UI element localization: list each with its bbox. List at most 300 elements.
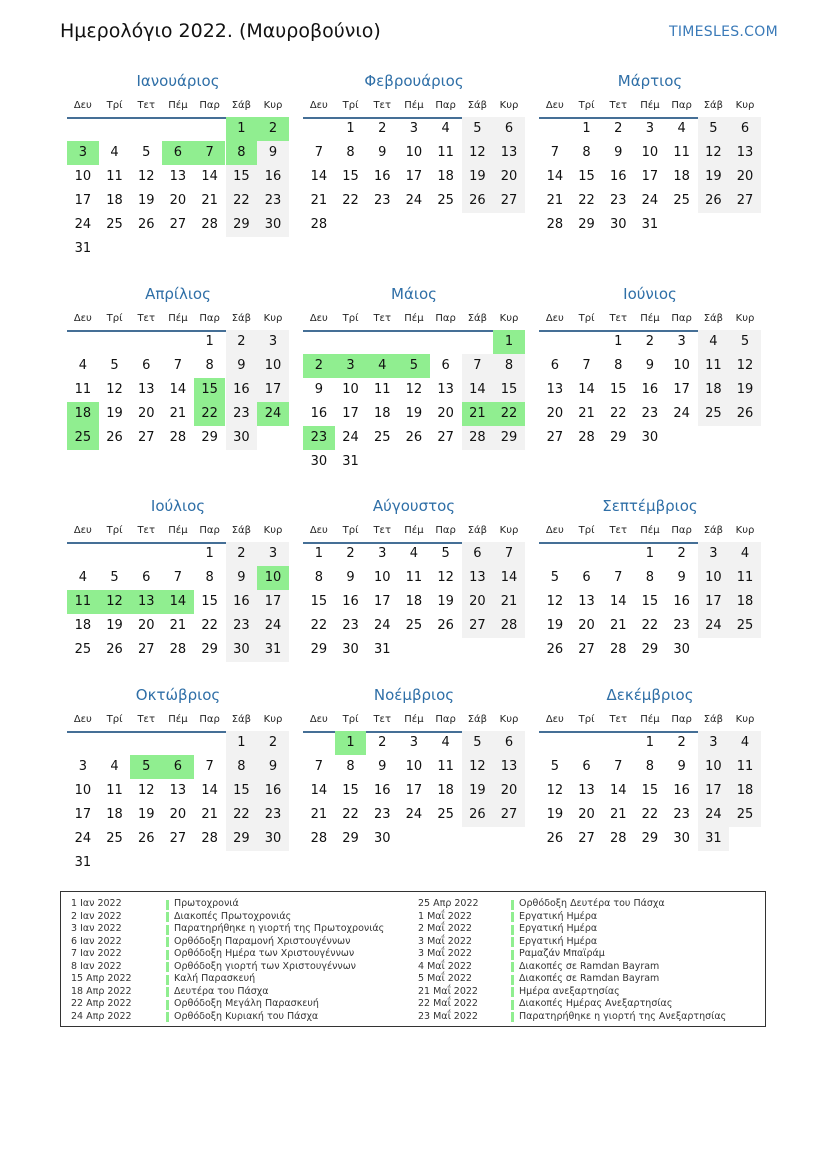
weekday-header: Κυρ bbox=[499, 100, 519, 111]
day-cell: 28 bbox=[462, 426, 494, 450]
day-cell: 15 bbox=[578, 169, 595, 184]
day-cell: 10 bbox=[74, 783, 92, 798]
day-cell: 25 bbox=[698, 402, 730, 426]
month-name: Φεβρουάριος bbox=[364, 72, 464, 90]
legend-color-marker bbox=[511, 900, 514, 910]
weekday-header: Πέμ bbox=[404, 714, 424, 725]
day-cell: 18 bbox=[74, 618, 92, 633]
day-cell: 29 bbox=[310, 642, 328, 657]
legend-holiday-name: Εργατική Ημέρα bbox=[519, 923, 598, 934]
day-cell: 23 bbox=[257, 189, 289, 213]
day-cell: 20 bbox=[493, 779, 525, 803]
month-name: Μάιος bbox=[391, 285, 437, 303]
day-cell: 12 bbox=[106, 382, 123, 397]
legend-color-marker bbox=[511, 1000, 514, 1010]
weekday-header: Πέμ bbox=[168, 714, 188, 725]
day-cell: 19 bbox=[437, 594, 454, 609]
weekday-header: Πέμ bbox=[404, 100, 424, 111]
day-cell: 7 bbox=[550, 145, 559, 160]
day-cell: 29 bbox=[201, 642, 218, 657]
weekday-header: Τρί bbox=[106, 714, 123, 725]
holiday-day-cell: 7 bbox=[194, 141, 226, 165]
day-cell: 21 bbox=[169, 406, 187, 421]
day-cell: 25 bbox=[373, 430, 391, 445]
day-cell: 21 bbox=[310, 807, 328, 822]
weekday-header: Δευ bbox=[309, 313, 328, 324]
weekday-header: Τετ bbox=[373, 714, 391, 725]
day-cell: 17 bbox=[405, 169, 423, 184]
day-cell: 23 bbox=[373, 807, 391, 822]
month-name: Ιούνιος bbox=[623, 285, 677, 303]
day-cell: 14 bbox=[201, 169, 218, 184]
weekday-header: Πέμ bbox=[640, 525, 660, 536]
weekday-header: Σάβ bbox=[231, 313, 251, 324]
day-cell: 9 bbox=[314, 382, 323, 397]
weekday-header: Τρί bbox=[578, 313, 595, 324]
weekday-header: Δευ bbox=[73, 714, 92, 725]
day-cell: 28 bbox=[201, 831, 218, 846]
day-cell: 1 bbox=[645, 735, 655, 750]
weekday-header: Παρ bbox=[435, 714, 456, 725]
legend-item bbox=[61, 998, 761, 1011]
legend-date: 18 Απρ 2022 bbox=[71, 985, 132, 997]
day-cell: 31 bbox=[373, 642, 391, 657]
day-cell: 11 bbox=[698, 354, 730, 378]
weekday-header: Τετ bbox=[609, 714, 627, 725]
day-cell: 17 bbox=[257, 378, 289, 402]
day-cell: 27 bbox=[462, 614, 494, 638]
day-cell: 13 bbox=[493, 141, 525, 165]
day-cell: 4 bbox=[729, 731, 761, 755]
day-cell: 13 bbox=[578, 783, 595, 798]
day-cell: 2 bbox=[378, 735, 387, 750]
day-cell: 9 bbox=[257, 755, 289, 779]
day-cell: 15 bbox=[342, 169, 359, 184]
day-cell: 2 bbox=[226, 542, 258, 566]
day-cell: 7 bbox=[173, 570, 183, 585]
day-cell: 7 bbox=[462, 354, 494, 378]
weekday-header: Πέμ bbox=[404, 313, 424, 324]
day-cell: 18 bbox=[729, 779, 761, 803]
legend-color-marker bbox=[511, 912, 514, 922]
day-cell: 26 bbox=[106, 642, 123, 657]
day-cell: 13 bbox=[137, 382, 155, 397]
day-cell: 14 bbox=[310, 783, 328, 798]
day-cell: 21 bbox=[201, 807, 218, 822]
weekday-header: Κυρ bbox=[263, 313, 283, 324]
day-cell: 19 bbox=[698, 165, 730, 189]
legend-holiday-name: Εργατική Ημέρα bbox=[519, 935, 598, 947]
legend-date: 3 Μαΐ 2022 bbox=[418, 935, 472, 947]
holiday-day-cell: 13 bbox=[130, 590, 162, 614]
holiday-day-cell: 12 bbox=[99, 590, 131, 614]
day-cell: 20 bbox=[169, 193, 187, 208]
legend-holiday-name: Πρωτοχρονιά bbox=[174, 898, 239, 909]
day-cell: 16 bbox=[673, 594, 690, 609]
day-cell: 3 bbox=[698, 542, 730, 566]
day-cell: 14 bbox=[310, 169, 328, 184]
weekday-header: Τετ bbox=[137, 313, 155, 324]
day-cell: 3 bbox=[378, 546, 387, 561]
legend-holiday-name: Παρατηρήθηκε η γιορτή της Ανεξαρτησίας bbox=[519, 1010, 727, 1022]
day-cell: 31 bbox=[257, 638, 289, 662]
legend-color-marker bbox=[511, 950, 514, 960]
day-cell: 9 bbox=[677, 570, 686, 585]
day-cell: 21 bbox=[609, 807, 627, 822]
day-cell: 19 bbox=[462, 779, 494, 803]
day-cell: 6 bbox=[142, 358, 151, 373]
day-cell: 14 bbox=[578, 382, 595, 397]
day-cell: 7 bbox=[614, 570, 623, 585]
legend-date: 3 Μαΐ 2022 bbox=[418, 948, 472, 959]
day-cell: 17 bbox=[698, 779, 730, 803]
legend-color-marker bbox=[511, 987, 514, 997]
weekday-header: Τετ bbox=[609, 525, 627, 536]
day-cell: 9 bbox=[226, 354, 258, 378]
legend-color-marker bbox=[511, 925, 514, 935]
weekday-header: Παρ bbox=[435, 525, 456, 536]
month-name: Ιανουάριος bbox=[136, 72, 220, 90]
day-cell: 22 bbox=[226, 189, 258, 213]
day-cell: 6 bbox=[462, 542, 494, 566]
weekday-header: Παρ bbox=[435, 100, 456, 111]
holiday-day-cell: 21 bbox=[462, 402, 494, 426]
day-cell: 17 bbox=[673, 382, 690, 397]
day-cell: 26 bbox=[462, 803, 494, 827]
day-cell: 27 bbox=[546, 430, 564, 445]
day-cell: 29 bbox=[226, 213, 258, 237]
day-cell: 16 bbox=[373, 169, 391, 184]
day-cell: 26 bbox=[137, 831, 155, 846]
day-cell: 16 bbox=[257, 165, 289, 189]
day-cell: 1 bbox=[205, 546, 214, 561]
month-name: Μάρτιος bbox=[617, 72, 683, 90]
day-cell: 31 bbox=[74, 855, 92, 870]
legend-holiday-name: Ορθόδοξη Κυριακή του Πάσχα bbox=[174, 1010, 319, 1022]
day-cell: 26 bbox=[546, 831, 564, 846]
day-cell: 24 bbox=[74, 831, 92, 846]
weekday-header: Κυρ bbox=[735, 525, 755, 536]
weekday-header: Παρ bbox=[671, 525, 692, 536]
holiday-day-cell: 25 bbox=[67, 426, 99, 450]
legend-holiday-name: Ορθόδοξη Δευτέρα του Πάσχα bbox=[519, 898, 665, 909]
legend-holiday-name: Ημέρα ανεξαρτησίας bbox=[519, 985, 620, 997]
holiday-legend bbox=[60, 891, 766, 1027]
day-cell: 16 bbox=[641, 382, 659, 397]
day-cell: 4 bbox=[78, 358, 87, 373]
day-cell: 5 bbox=[142, 145, 151, 160]
legend-item bbox=[61, 948, 761, 961]
day-cell: 19 bbox=[137, 193, 155, 208]
legend-holiday-name: Καλή Παρασκευή bbox=[174, 973, 256, 984]
day-cell: 15 bbox=[342, 783, 359, 798]
day-cell: 19 bbox=[546, 807, 564, 822]
day-cell: 25 bbox=[106, 831, 123, 846]
weekday-header: Σάβ bbox=[703, 100, 723, 111]
day-cell: 30 bbox=[609, 217, 627, 232]
day-cell: 3 bbox=[645, 121, 655, 136]
day-cell: 1 bbox=[205, 334, 214, 349]
weekday-header: Τετ bbox=[373, 100, 391, 111]
day-cell: 11 bbox=[106, 783, 123, 798]
day-cell: 27 bbox=[493, 189, 525, 213]
holiday-day-cell: 23 bbox=[303, 426, 335, 450]
day-cell: 16 bbox=[226, 590, 258, 614]
day-cell: 8 bbox=[346, 759, 355, 774]
holiday-day-cell: 1 bbox=[335, 731, 367, 755]
holiday-day-cell: 4 bbox=[366, 354, 398, 378]
day-cell: 11 bbox=[729, 755, 761, 779]
day-cell: 13 bbox=[546, 382, 564, 397]
day-cell: 27 bbox=[137, 430, 155, 445]
day-cell: 14 bbox=[201, 783, 218, 798]
day-cell: 18 bbox=[698, 378, 730, 402]
weekday-header: Παρ bbox=[199, 313, 220, 324]
weekday-header: Δευ bbox=[545, 525, 564, 536]
day-cell: 10 bbox=[698, 755, 730, 779]
weekday-header: Τρί bbox=[106, 100, 123, 111]
legend-color-marker bbox=[511, 962, 514, 972]
day-cell: 8 bbox=[205, 358, 214, 373]
day-cell: 25 bbox=[74, 642, 92, 657]
legend-holiday-name: Παρατηρήθηκε η γιορτή της Πρωτοχρονιάς bbox=[174, 923, 385, 934]
day-cell: 7 bbox=[493, 542, 525, 566]
holiday-day-cell: 8 bbox=[226, 141, 258, 165]
day-cell: 23 bbox=[226, 402, 258, 426]
legend-date: 8 Ιαν 2022 bbox=[71, 960, 122, 972]
day-cell: 23 bbox=[342, 618, 359, 633]
day-cell: 16 bbox=[373, 783, 391, 798]
legend-date: 22 Μαΐ 2022 bbox=[418, 998, 478, 1009]
day-cell: 24 bbox=[405, 193, 423, 208]
day-cell: 13 bbox=[493, 755, 525, 779]
legend-holiday-name: Διακοπές Πρωτοχρονιάς bbox=[174, 910, 292, 922]
day-cell: 25 bbox=[673, 193, 690, 208]
day-cell: 20 bbox=[578, 807, 595, 822]
day-cell: 11 bbox=[405, 570, 423, 585]
weekday-header: Δευ bbox=[73, 525, 92, 536]
day-cell: 15 bbox=[226, 779, 258, 803]
day-cell: 6 bbox=[582, 759, 591, 774]
day-cell: 19 bbox=[405, 406, 423, 421]
legend-date: 23 Μαΐ 2022 bbox=[418, 1010, 478, 1022]
holiday-day-cell: 2 bbox=[303, 354, 335, 378]
day-cell: 15 bbox=[493, 378, 525, 402]
day-cell: 29 bbox=[641, 642, 659, 657]
day-cell: 11 bbox=[729, 566, 761, 590]
day-cell: 14 bbox=[609, 783, 627, 798]
day-cell: 11 bbox=[437, 759, 454, 774]
day-cell: 30 bbox=[226, 426, 258, 450]
holiday-day-cell: 22 bbox=[194, 402, 226, 426]
day-cell: 13 bbox=[169, 783, 187, 798]
weekday-header: Παρ bbox=[435, 313, 456, 324]
day-cell: 5 bbox=[550, 759, 559, 774]
day-cell: 22 bbox=[201, 618, 218, 633]
day-cell: 10 bbox=[342, 382, 359, 397]
holiday-day-cell: 2 bbox=[257, 117, 289, 141]
day-cell: 31 bbox=[641, 217, 659, 232]
day-cell: 26 bbox=[729, 402, 761, 426]
day-cell: 18 bbox=[729, 590, 761, 614]
day-cell: 9 bbox=[614, 145, 623, 160]
day-cell: 26 bbox=[137, 217, 155, 232]
day-cell: 11 bbox=[106, 169, 123, 184]
day-cell: 21 bbox=[546, 193, 564, 208]
header-rule bbox=[303, 330, 525, 332]
day-cell: 1 bbox=[314, 546, 323, 561]
day-cell: 20 bbox=[137, 618, 155, 633]
month-name: Ιούλιος bbox=[150, 497, 206, 515]
day-cell: 27 bbox=[578, 642, 595, 657]
day-cell: 20 bbox=[493, 165, 525, 189]
day-cell: 5 bbox=[441, 546, 450, 561]
day-cell: 24 bbox=[405, 807, 423, 822]
day-cell: 26 bbox=[106, 430, 123, 445]
day-cell: 19 bbox=[137, 807, 155, 822]
legend-holiday-name: Διακοπές σε Ramdan Bayram bbox=[519, 960, 660, 972]
weekday-header: Δευ bbox=[73, 100, 92, 111]
day-cell: 10 bbox=[257, 354, 289, 378]
weekday-header: Δευ bbox=[545, 313, 564, 324]
weekday-header: Τετ bbox=[609, 313, 627, 324]
day-cell: 16 bbox=[609, 169, 627, 184]
day-cell: 23 bbox=[609, 193, 627, 208]
legend-holiday-name: Δευτέρα του Πάσχα bbox=[174, 985, 269, 997]
day-cell: 23 bbox=[257, 803, 289, 827]
weekday-header: Παρ bbox=[671, 100, 692, 111]
day-cell: 29 bbox=[342, 831, 359, 846]
weekday-header: Σάβ bbox=[231, 100, 251, 111]
day-cell: 2 bbox=[257, 731, 289, 755]
day-cell: 11 bbox=[437, 145, 454, 160]
day-cell: 22 bbox=[641, 618, 659, 633]
weekday-header: Τρί bbox=[342, 313, 359, 324]
weekday-header: Πέμ bbox=[404, 525, 424, 536]
day-cell: 6 bbox=[493, 117, 525, 141]
day-cell: 18 bbox=[373, 406, 391, 421]
weekday-header: Παρ bbox=[199, 714, 220, 725]
day-cell: 5 bbox=[729, 330, 761, 354]
day-cell: 25 bbox=[405, 618, 423, 633]
brand-link[interactable]: TIMESLES.COM bbox=[669, 24, 778, 40]
legend-holiday-name: Ορθόδοξη Παραμονή Χριστουγέννων bbox=[174, 935, 351, 947]
weekday-header: Τετ bbox=[373, 313, 391, 324]
month-name: Νοέμβριος bbox=[373, 686, 455, 704]
day-cell: 14 bbox=[546, 169, 564, 184]
day-cell: 30 bbox=[673, 642, 690, 657]
day-cell: 26 bbox=[698, 189, 730, 213]
legend-item bbox=[61, 973, 761, 986]
day-cell: 25 bbox=[437, 807, 454, 822]
day-cell: 24 bbox=[74, 217, 92, 232]
day-cell: 4 bbox=[110, 145, 119, 160]
weekday-header: Κυρ bbox=[499, 525, 519, 536]
day-cell: 14 bbox=[462, 378, 494, 402]
day-cell: 24 bbox=[373, 618, 391, 633]
holiday-day-cell: 22 bbox=[493, 402, 525, 426]
weekday-header: Σάβ bbox=[467, 525, 487, 536]
legend-date: 4 Μαΐ 2022 bbox=[418, 960, 472, 972]
day-cell: 5 bbox=[462, 731, 494, 755]
day-cell: 28 bbox=[609, 642, 627, 657]
day-cell: 8 bbox=[226, 755, 258, 779]
day-cell: 18 bbox=[437, 783, 454, 798]
day-cell: 28 bbox=[546, 217, 564, 232]
legend-holiday-name: Ορθόδοξη Ημέρα των Χριστουγέννων bbox=[174, 948, 355, 959]
weekday-header: Τετ bbox=[137, 100, 155, 111]
day-cell: 12 bbox=[546, 594, 564, 609]
day-cell: 26 bbox=[405, 430, 423, 445]
day-cell: 18 bbox=[437, 169, 454, 184]
holiday-day-cell: 18 bbox=[67, 402, 99, 426]
day-cell: 19 bbox=[546, 618, 564, 633]
day-cell: 13 bbox=[169, 169, 187, 184]
weekday-header: Παρ bbox=[199, 100, 220, 111]
day-cell: 13 bbox=[437, 382, 454, 397]
holiday-day-cell: 5 bbox=[398, 354, 430, 378]
day-cell: 20 bbox=[578, 618, 595, 633]
day-cell: 5 bbox=[110, 570, 119, 585]
day-cell: 30 bbox=[373, 831, 391, 846]
weekday-header: Τρί bbox=[578, 525, 595, 536]
weekday-header: Σάβ bbox=[467, 100, 487, 111]
holiday-day-cell: 1 bbox=[493, 330, 525, 354]
day-cell: 11 bbox=[673, 145, 690, 160]
day-cell: 4 bbox=[409, 546, 419, 561]
weekday-header: Πέμ bbox=[640, 313, 660, 324]
day-cell: 30 bbox=[310, 454, 328, 469]
day-cell: 28 bbox=[169, 430, 187, 445]
day-cell: 27 bbox=[578, 831, 595, 846]
day-cell: 15 bbox=[641, 594, 659, 609]
day-cell: 4 bbox=[677, 121, 686, 136]
holiday-day-cell: 14 bbox=[162, 590, 194, 614]
month-name: Αύγουστος bbox=[372, 497, 456, 515]
holiday-day-cell: 6 bbox=[162, 141, 194, 165]
day-cell: 21 bbox=[493, 590, 525, 614]
day-cell: 23 bbox=[673, 618, 690, 633]
legend-color-marker bbox=[511, 1012, 514, 1022]
legend-date: 1 Ιαν 2022 bbox=[71, 898, 122, 909]
legend-item bbox=[61, 1011, 761, 1024]
legend-holiday-name: Εργατική Ημέρα bbox=[519, 910, 598, 922]
day-cell: 9 bbox=[645, 358, 655, 373]
day-cell: 29 bbox=[578, 217, 595, 232]
day-cell: 8 bbox=[346, 145, 355, 160]
day-cell: 16 bbox=[310, 406, 328, 421]
day-cell: 6 bbox=[550, 358, 559, 373]
day-cell: 25 bbox=[729, 803, 761, 827]
holiday-day-cell: 24 bbox=[257, 402, 289, 426]
weekday-header: Σάβ bbox=[231, 525, 251, 536]
day-cell: 12 bbox=[462, 141, 494, 165]
legend-item bbox=[61, 898, 761, 911]
weekday-header: Παρ bbox=[671, 714, 692, 725]
day-cell: 3 bbox=[257, 542, 289, 566]
weekday-header: Τετ bbox=[137, 525, 155, 536]
day-cell: 1 bbox=[346, 121, 355, 136]
weekday-header: Πέμ bbox=[168, 525, 188, 536]
day-cell: 30 bbox=[257, 827, 289, 851]
legend-date: 24 Απρ 2022 bbox=[71, 1010, 132, 1022]
day-cell: 17 bbox=[74, 193, 92, 208]
weekday-header: Κυρ bbox=[263, 100, 283, 111]
day-cell: 10 bbox=[698, 566, 730, 590]
day-cell: 24 bbox=[257, 614, 289, 638]
day-cell: 20 bbox=[729, 165, 761, 189]
day-cell: 20 bbox=[137, 406, 155, 421]
